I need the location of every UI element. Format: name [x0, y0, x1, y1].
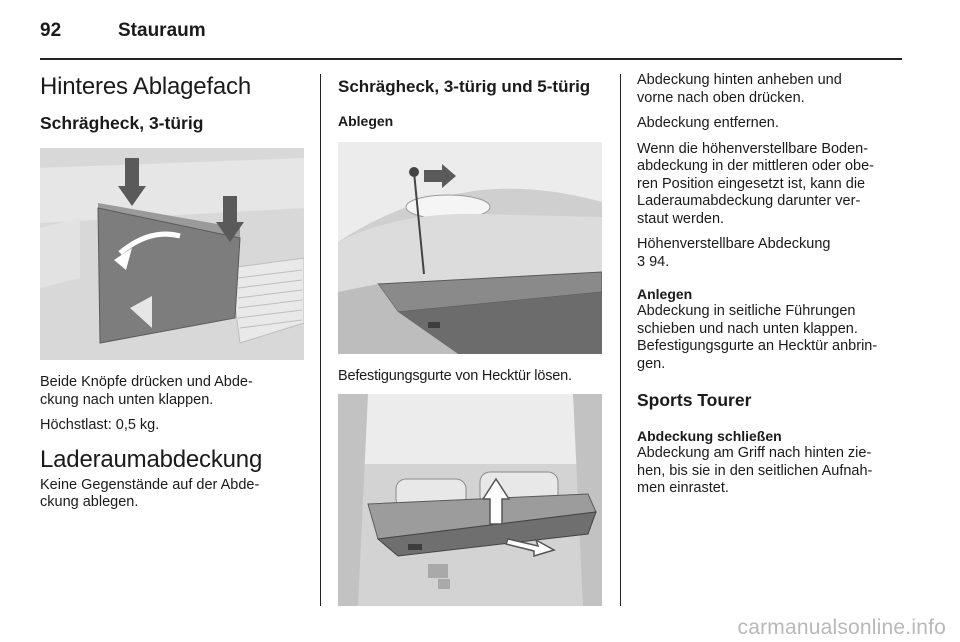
text-close-2: hen, bis sie in den seitlichen Aufnah- — [637, 462, 873, 479]
figure-rear-storage-compartment — [40, 148, 304, 360]
text-close-1: Abdeckung am Griff nach hinten zie- — [637, 445, 872, 461]
running-section-title: Stauraum — [118, 20, 206, 41]
figure-release-straps — [338, 142, 602, 354]
caption-press-buttons-line2: ckung nach unten klappen. — [40, 391, 214, 408]
max-load-text: Höchstlast: 0,5 kg. — [40, 417, 160, 433]
heading-hinteres-ablagefach: Hinteres Ablagefach — [40, 73, 252, 100]
subheading-schraegheck-3: Schrägheck, 3-türig — [40, 113, 204, 133]
column-1 — [40, 72, 304, 512]
subheading-ablegen: Ablegen — [338, 113, 394, 129]
text-install-4: gen. — [637, 355, 666, 372]
text-floor-cover-5: staut werden. — [637, 210, 725, 227]
text-floor-cover-4: Laderaumabdeckung darunter ver- — [637, 193, 861, 209]
subheading-anlegen: Anlegen — [637, 286, 693, 302]
text-floor-cover-3: ren Position eingesetzt ist, kann die — [637, 175, 866, 192]
text-floor-cover-2: abdeckung in der mittleren oder obe- — [637, 158, 874, 174]
page-reference-link[interactable]: 3 94. — [637, 253, 670, 270]
figure-lift-cover — [338, 394, 602, 606]
text-install-3: Befestigungsgurte an Hecktür anbrin- — [637, 338, 878, 354]
text-close-3: men einrastet. — [637, 480, 729, 496]
caption-press-buttons-line1: Beide Knöpfe drücken und Abde- — [40, 374, 253, 390]
heading-sports-tourer: Sports Tourer — [637, 390, 752, 410]
heading-laderaumabdeckung: Laderaumabdeckung — [40, 445, 263, 473]
text-install-1: Abdeckung in seitliche Führungen — [637, 303, 856, 319]
page-header — [40, 20, 902, 60]
text-lift-cover-2: vorne nach oben drücken. — [637, 89, 805, 106]
warning-line1: Keine Gegenstände auf der Abde- — [40, 476, 260, 493]
column-divider-2 — [620, 74, 621, 606]
caption-release-straps: Befestigungsgurte von Hecktür lösen. — [338, 368, 572, 384]
text-floor-cover-1: Wenn die höhenverstellbare Boden- — [637, 140, 869, 157]
subheading-close-cover: Abdeckung schließen — [637, 428, 782, 444]
column-3 — [637, 72, 905, 498]
text-adjustable-cover: Höhenverstellbare Abdeckung — [637, 236, 831, 252]
column-divider-1 — [320, 74, 321, 606]
header-rule — [40, 58, 902, 60]
text-install-2: schieben und nach unten klappen. — [637, 320, 858, 337]
page-number: 92 — [40, 20, 62, 41]
column-2 — [338, 72, 602, 606]
text-remove-cover: Abdeckung entfernen. — [637, 115, 779, 131]
text-lift-cover-1: Abdeckung hinten anheben und — [637, 72, 842, 88]
watermark-text: carmanualsonline.info — [737, 616, 946, 639]
heading-schraegheck-3-5: Schrägheck, 3-türig und 5-türig — [338, 77, 591, 96]
warning-line2: ckung ablegen. — [40, 494, 139, 510]
